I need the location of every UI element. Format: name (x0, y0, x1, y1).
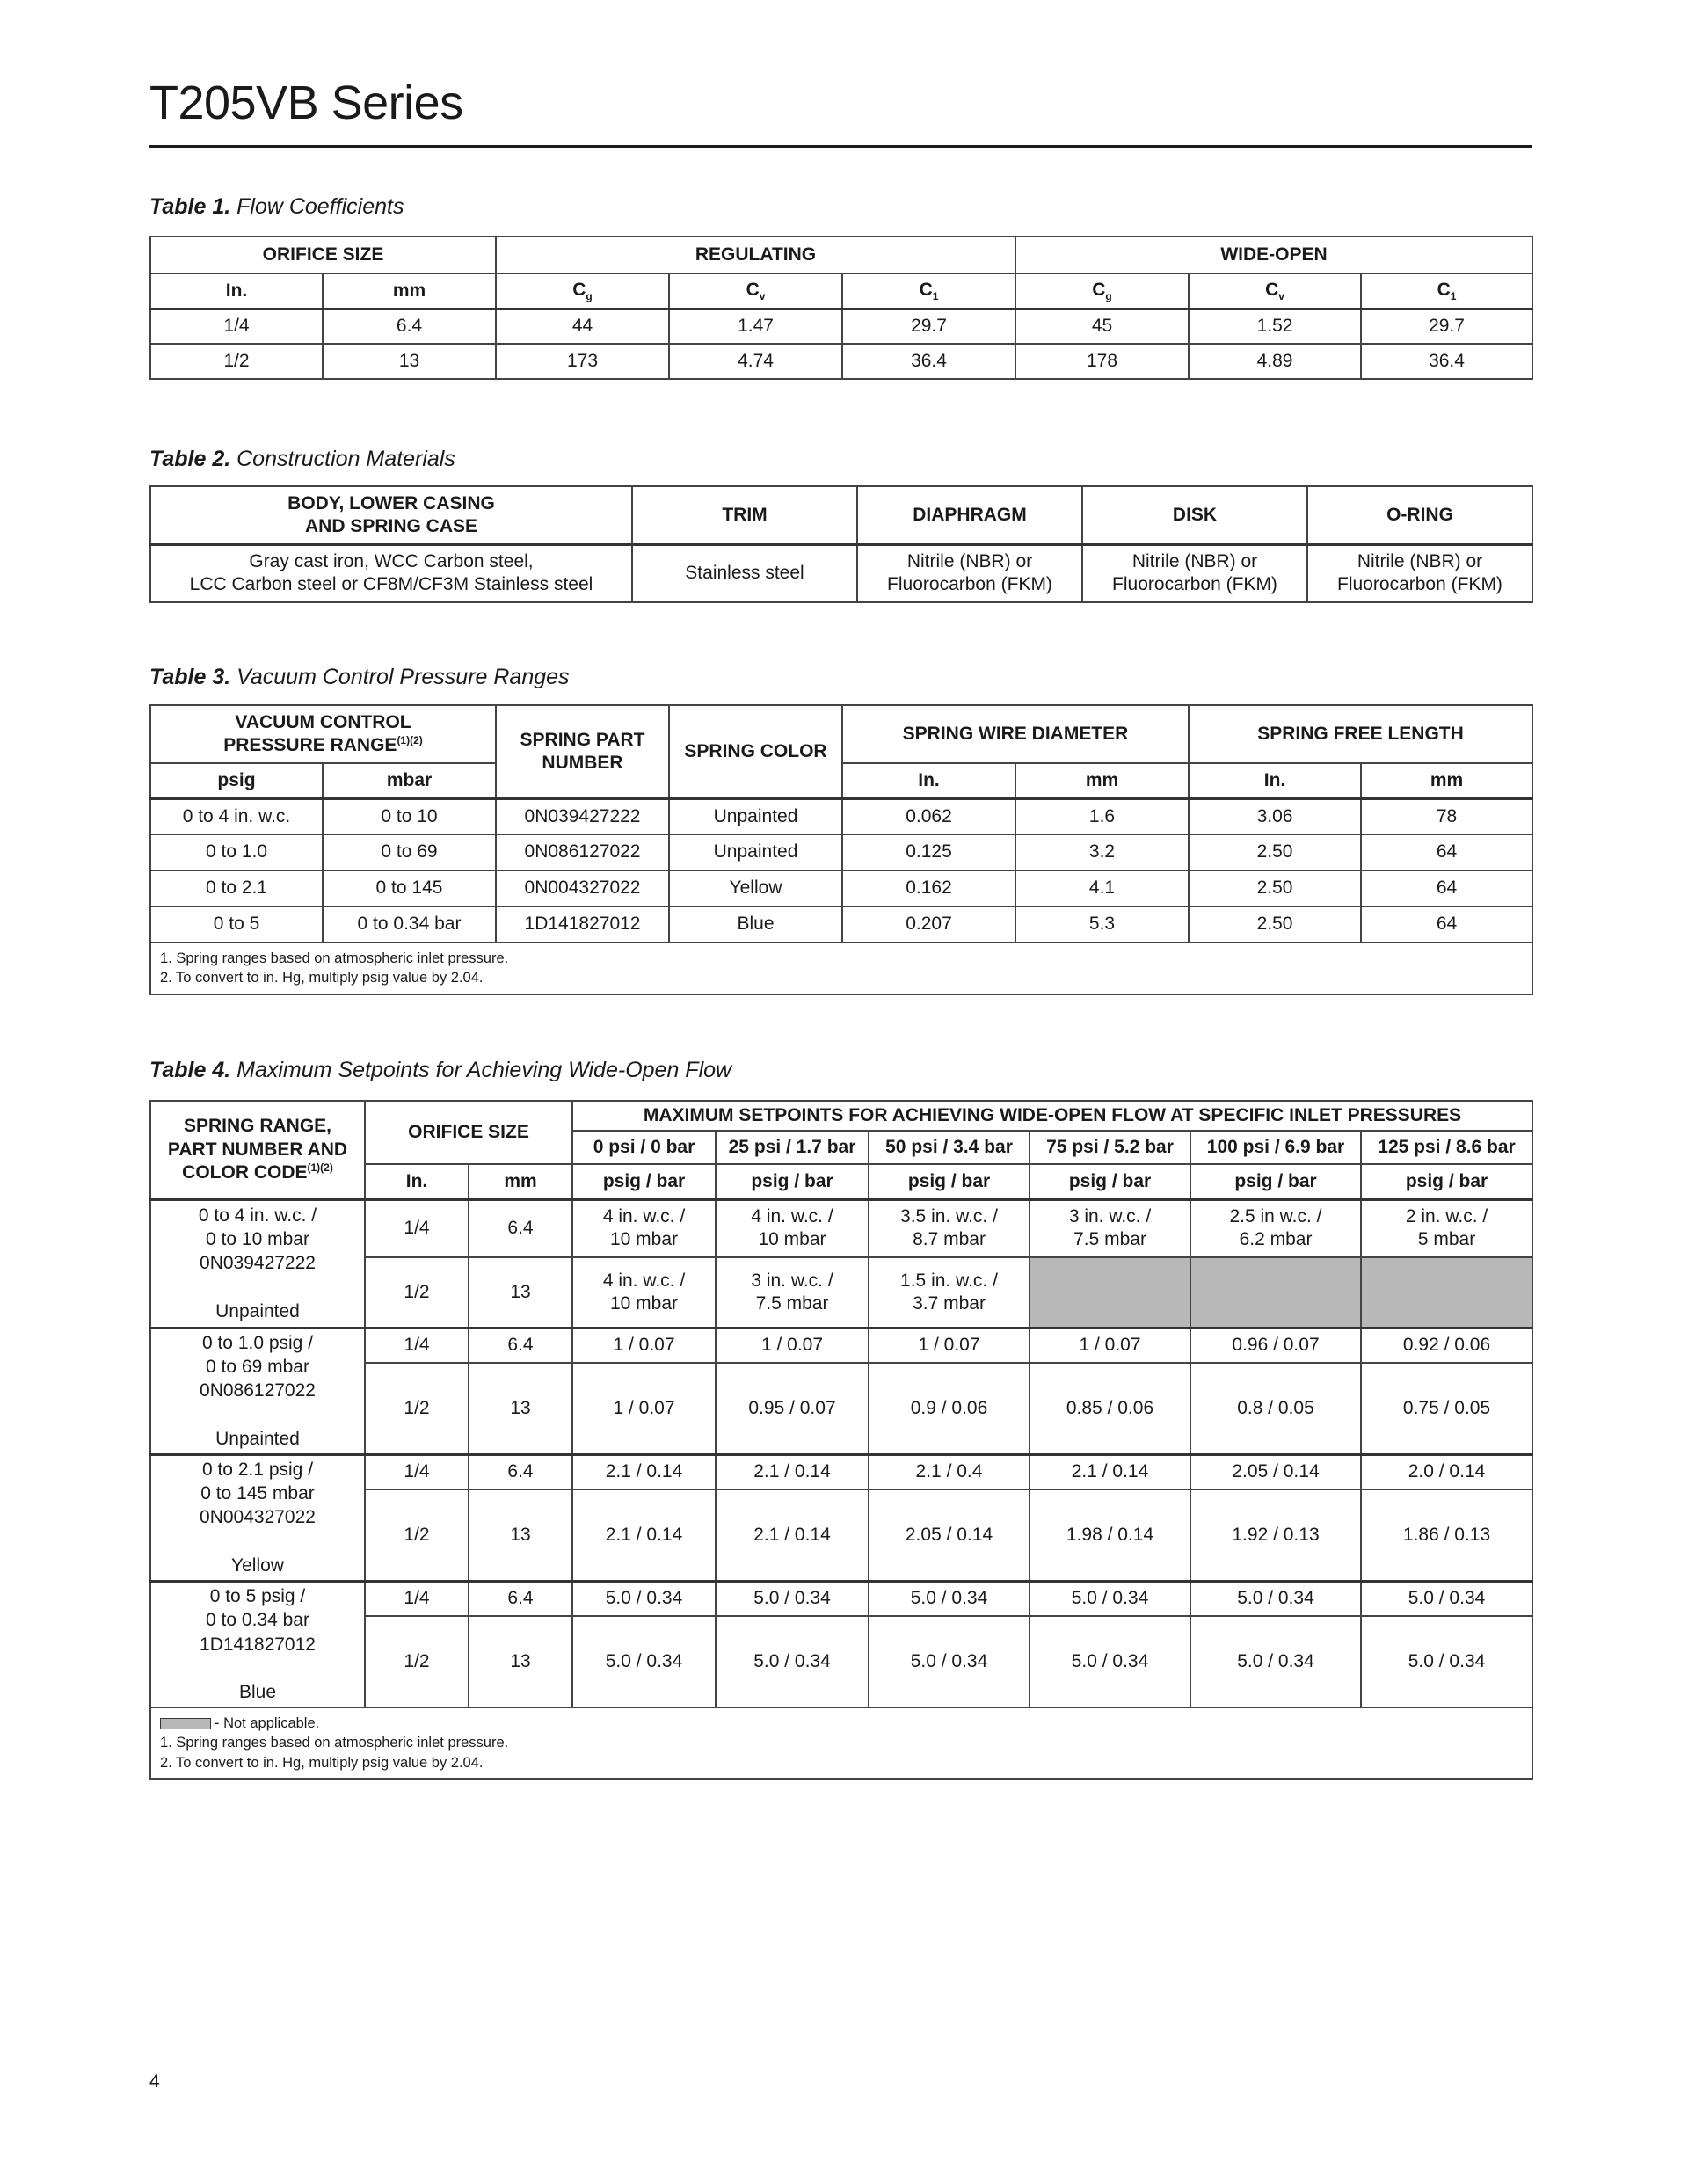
not-applicable-cell (1361, 1257, 1532, 1328)
cell: Unpainted (669, 834, 842, 870)
header-spring-range: SPRING RANGE, PART NUMBER AND COLOR $CODE^{(1)(2)}$ (150, 1101, 365, 1199)
cell: 0.92 / 0.06 (1361, 1328, 1532, 1363)
cell: 5.0 / 0.34 (1190, 1616, 1361, 1707)
header-in: In. (365, 1164, 469, 1199)
table-row (150, 798, 1532, 834)
cell: 44 (496, 309, 669, 344)
cell: 5.0 / 0.34 (869, 1581, 1030, 1616)
cell: 36.4 (842, 344, 1015, 379)
header-orifice-size: ORIFICE SIZE (365, 1101, 572, 1164)
table4-caption-text: Maximum Setpoints for Achieving Wide-Open Flow (236, 1058, 732, 1082)
header-regulating: REGULATING (496, 237, 1015, 273)
cell: 1 / 0.07 (572, 1363, 716, 1454)
cell: 29.7 (842, 309, 1015, 344)
cell: Blue (669, 906, 842, 943)
cell: 173 (496, 344, 669, 379)
cell: 2.1 / 0.14 (572, 1454, 716, 1489)
cell: 2.50 (1189, 834, 1361, 870)
header-unit: psig / bar (1361, 1164, 1532, 1199)
header-inlet-0: 0 psi / 0 bar (572, 1131, 716, 1164)
cell: 5.3 (1015, 906, 1189, 943)
table3-caption (149, 665, 570, 690)
header-unit: psig / bar (869, 1164, 1030, 1199)
header-mbar: mbar (323, 763, 496, 798)
not-applicable-cell (1030, 1257, 1190, 1328)
header-disk: DISK (1082, 486, 1307, 544)
cell-body-material: Gray cast iron, WCC Carbon steel, LCC Carbon steel or CF8M/CF3M Stainless steel (150, 544, 632, 602)
cell: 0 to 0.34 bar (323, 906, 496, 943)
cell: 1/2 (365, 1616, 469, 1707)
cell: 6.4 (469, 1328, 572, 1363)
cell: 1.92 / 0.13 (1190, 1489, 1361, 1581)
header-trim: TRIM (632, 486, 857, 544)
table-row (150, 1328, 1532, 1363)
cell: 0.75 / 0.05 (1361, 1363, 1532, 1454)
header-cg: $C_g$ (496, 273, 669, 309)
header-cg-wide: $C_g$ (1015, 273, 1189, 309)
header-cv: $C_v$ (669, 273, 842, 309)
cell: 1D141827012 (496, 906, 669, 943)
cell: 3.06 (1189, 798, 1361, 834)
cell: 2.05 / 0.14 (869, 1489, 1030, 1581)
note-1: 1. Spring ranges based on atmospheric inlet pressure. (160, 1735, 509, 1751)
header-c1-wide: $C_1$ (1361, 273, 1532, 309)
header-wire-mm: mm (1015, 763, 1189, 798)
header-cv-wide: $C_v$ (1189, 273, 1361, 309)
cell: 5.0 / 0.34 (1361, 1616, 1532, 1707)
header-wire-in: In. (842, 763, 1015, 798)
table2-label: Table 2. (149, 447, 231, 471)
cell: Unpainted (669, 798, 842, 834)
cell: 36.4 (1361, 344, 1532, 379)
cell: 5.0 / 0.34 (869, 1616, 1030, 1707)
cell: 1 / 0.07 (716, 1328, 869, 1363)
header-in: In. (150, 273, 323, 309)
cell: 2.1 / 0.14 (572, 1489, 716, 1581)
table-row (150, 344, 1532, 379)
cell: 1.47 (669, 309, 842, 344)
cell: 6.4 (323, 309, 496, 344)
note-2: 2. To convert to in. Hg, multiply psig value by 2.04. (160, 970, 484, 986)
cell: 0N086127022 (496, 834, 669, 870)
cell: 1.98 / 0.14 (1030, 1489, 1190, 1581)
header-mm: mm (323, 273, 496, 309)
table-row (150, 309, 1532, 344)
table2-caption-text: Construction Materials (236, 447, 455, 471)
cell: 1/2 (365, 1257, 469, 1328)
table2-caption (149, 447, 455, 472)
cell: 0 to 145 (323, 870, 496, 906)
cell: 2.50 (1189, 906, 1361, 943)
header-spring-part-number: SPRING PART NUMBER (496, 705, 669, 798)
cell: 4 in. w.c. / 10 mbar (716, 1199, 869, 1257)
page-number: 4 (149, 2071, 160, 2092)
table4-notes (150, 1707, 1532, 1779)
header-length-in: In. (1189, 763, 1361, 798)
header-unit: psig / bar (1190, 1164, 1361, 1199)
cell: 3 in. w.c. / 7.5 mbar (1030, 1199, 1190, 1257)
cell: 1.5 in. w.c. / 3.7 mbar (869, 1257, 1030, 1328)
header-mm: mm (469, 1164, 572, 1199)
table3-label: Table 3. (149, 665, 231, 689)
cell: 4.74 (669, 344, 842, 379)
cell: 0 to 2.1 (150, 870, 323, 906)
cell-trim-material: Stainless steel (632, 544, 857, 602)
cell: 0.85 / 0.06 (1030, 1363, 1190, 1454)
cell: 5.0 / 0.34 (716, 1581, 869, 1616)
notes-cell (150, 1707, 1532, 1779)
not-applicable-cell (1190, 1257, 1361, 1328)
cell: 13 (469, 1363, 572, 1454)
header-spring-color: SPRING COLOR (669, 705, 842, 798)
cell: 0 to 10 (323, 798, 496, 834)
cell: 0.125 (842, 834, 1015, 870)
cell: Yellow (669, 870, 842, 906)
table4-caption (149, 1058, 731, 1083)
header-spring-free-length: SPRING FREE LENGTH (1189, 705, 1532, 763)
table3-caption-text: Vacuum Control Pressure Ranges (236, 665, 570, 689)
note-not-applicable: - Not applicable. (215, 1715, 320, 1731)
note-2: 2. To convert to in. Hg, multiply psig value by 2.04. (160, 1754, 484, 1771)
cell-o-ring-material: Nitrile (NBR) or Fluorocarbon (FKM) (1307, 544, 1532, 602)
cell-diaphragm-material: Nitrile (NBR) or Fluorocarbon (FKM) (857, 544, 1082, 602)
table-row (150, 1199, 1532, 1257)
cell: 64 (1361, 834, 1532, 870)
header-inlet-75: 75 psi / 5.2 bar (1030, 1131, 1190, 1164)
cell: 78 (1361, 798, 1532, 834)
header-inlet-25: 25 psi / 1.7 bar (716, 1131, 869, 1164)
header-diaphragm: DIAPHRAGM (857, 486, 1082, 544)
cell: 0N039427222 (496, 798, 669, 834)
cell: 3.2 (1015, 834, 1189, 870)
cell: 4.1 (1015, 870, 1189, 906)
cell: 3 in. w.c. / 7.5 mbar (716, 1257, 869, 1328)
cell: 0N004327022 (496, 870, 669, 906)
header-vacuum-range: VACUUM CONTROL PRESSURE $RANGE^{(1)(2)}$ (150, 705, 496, 763)
header-unit: psig / bar (716, 1164, 869, 1199)
cell: 3.5 in. w.c. / 8.7 mbar (869, 1199, 1030, 1257)
table-row (150, 834, 1532, 870)
table3-notes (150, 943, 1532, 994)
cell: 2.1 / 0.14 (1030, 1454, 1190, 1489)
cell: 45 (1015, 309, 1189, 344)
cell: 2.0 / 0.14 (1361, 1454, 1532, 1489)
cell: 29.7 (1361, 309, 1532, 344)
table4-label: Table 4. (149, 1058, 231, 1082)
header-unit: psig / bar (572, 1164, 716, 1199)
header-wide-open: WIDE-OPEN (1015, 237, 1532, 273)
cell: 6.4 (469, 1581, 572, 1616)
cell: 5.0 / 0.34 (572, 1581, 716, 1616)
cell: 6.4 (469, 1199, 572, 1257)
table1-flow-coefficients (149, 236, 1533, 380)
cell: 0.162 (842, 870, 1015, 906)
header-inlet-125: 125 psi / 8.6 bar (1361, 1131, 1532, 1164)
cell: 4.89 (1189, 344, 1361, 379)
header-body: BODY, LOWER CASING AND SPRING CASE (150, 486, 632, 544)
cell: 13 (469, 1616, 572, 1707)
cell: 1.86 / 0.13 (1361, 1489, 1532, 1581)
cell: 1/4 (365, 1454, 469, 1489)
cell: 0.95 / 0.07 (716, 1363, 869, 1454)
cell: 0.062 (842, 798, 1015, 834)
cell: 1/4 (150, 309, 323, 344)
cell: 1/4 (365, 1328, 469, 1363)
header-length-mm: mm (1361, 763, 1532, 798)
cell: 2.1 / 0.4 (869, 1454, 1030, 1489)
cell: 2.05 / 0.14 (1190, 1454, 1361, 1489)
spring-group-cell: 0 to 5 psig / 0 to 0.34 bar 1D141827012 Blue (150, 1581, 365, 1707)
cell: 5.0 / 0.34 (1361, 1581, 1532, 1616)
header-inlet-100: 100 psi / 6.9 bar (1190, 1131, 1361, 1164)
table1-caption-text: Flow Coefficients (236, 194, 404, 219)
cell: 0.8 / 0.05 (1190, 1363, 1361, 1454)
header-c1: $C_1$ (842, 273, 1015, 309)
cell: 13 (469, 1489, 572, 1581)
cell: 0 to 5 (150, 906, 323, 943)
cell: 13 (469, 1257, 572, 1328)
table1-label: Table 1. (149, 194, 231, 219)
table-row (150, 1454, 1532, 1489)
header-max-setpoints: MAXIMUM SETPOINTS FOR ACHIEVING WIDE-OPEN FLOW AT SPECIFIC INLET PRESSURES (572, 1101, 1532, 1131)
cell: 64 (1361, 870, 1532, 906)
table-row (150, 544, 1532, 602)
header-psig: psig (150, 763, 323, 798)
cell: 0 to 1.0 (150, 834, 323, 870)
table-row (150, 870, 1532, 906)
cell: 4 in. w.c. / 10 mbar (572, 1257, 716, 1328)
header-unit: psig / bar (1030, 1164, 1190, 1199)
cell: 0 to 4 in. w.c. (150, 798, 323, 834)
cell: 0.207 (842, 906, 1015, 943)
table2-construction-materials (149, 485, 1533, 603)
cell: 13 (323, 344, 496, 379)
cell: 2.1 / 0.14 (716, 1454, 869, 1489)
cell: 178 (1015, 344, 1189, 379)
cell: 1/2 (365, 1363, 469, 1454)
cell: 2.5 in w.c. / 6.2 mbar (1190, 1199, 1361, 1257)
cell: 1.6 (1015, 798, 1189, 834)
cell: 4 in. w.c. / 10 mbar (572, 1199, 716, 1257)
header-orifice-size: ORIFICE SIZE (150, 237, 496, 273)
cell: 1/4 (365, 1581, 469, 1616)
notes-cell (150, 943, 1532, 994)
cell: 5.0 / 0.34 (1030, 1616, 1190, 1707)
spring-group-cell: 0 to 2.1 psig / 0 to 145 mbar 0N004327022 Yellow (150, 1454, 365, 1581)
cell: 1/2 (150, 344, 323, 379)
cell: 1/2 (365, 1489, 469, 1581)
cell-disk-material: Nitrile (NBR) or Fluorocarbon (FKM) (1082, 544, 1307, 602)
cell: 5.0 / 0.34 (716, 1616, 869, 1707)
cell: 0.9 / 0.06 (869, 1363, 1030, 1454)
table-row (150, 906, 1532, 943)
document-title: T205VB Series (149, 76, 463, 129)
header-o-ring: O-RING (1307, 486, 1532, 544)
cell: 1/4 (365, 1199, 469, 1257)
cell: 2 in. w.c. / 5 mbar (1361, 1199, 1532, 1257)
not-applicable-swatch (160, 1718, 211, 1729)
cell: 1 / 0.07 (869, 1328, 1030, 1363)
cell: 64 (1361, 906, 1532, 943)
cell: 0 to 69 (323, 834, 496, 870)
header-spring-wire-diameter: SPRING WIRE DIAMETER (842, 705, 1189, 763)
cell: 6.4 (469, 1454, 572, 1489)
cell: 0.96 / 0.07 (1190, 1328, 1361, 1363)
cell: 1 / 0.07 (572, 1328, 716, 1363)
cell: 2.50 (1189, 870, 1361, 906)
spring-group-cell: 0 to 4 in. w.c. / 0 to 10 mbar 0N039427222 Unpainted (150, 1199, 365, 1328)
cell: 2.1 / 0.14 (716, 1489, 869, 1581)
cell: 5.0 / 0.34 (1030, 1581, 1190, 1616)
table3-vacuum-control-pressure-ranges (149, 704, 1533, 995)
cell: 1 / 0.07 (1030, 1328, 1190, 1363)
cell: 1.52 (1189, 309, 1361, 344)
table1-caption (149, 194, 404, 220)
header-inlet-50: 50 psi / 3.4 bar (869, 1131, 1030, 1164)
table4-maximum-setpoints (149, 1100, 1533, 1780)
spring-group-cell: 0 to 1.0 psig / 0 to 69 mbar 0N086127022 Unpainted (150, 1328, 365, 1454)
cell: 5.0 / 0.34 (572, 1616, 716, 1707)
note-1: 1. Spring ranges based on atmospheric inlet pressure. (160, 950, 509, 966)
cell: 5.0 / 0.34 (1190, 1581, 1361, 1616)
table-row (150, 1581, 1532, 1616)
title-rule (149, 145, 1532, 148)
